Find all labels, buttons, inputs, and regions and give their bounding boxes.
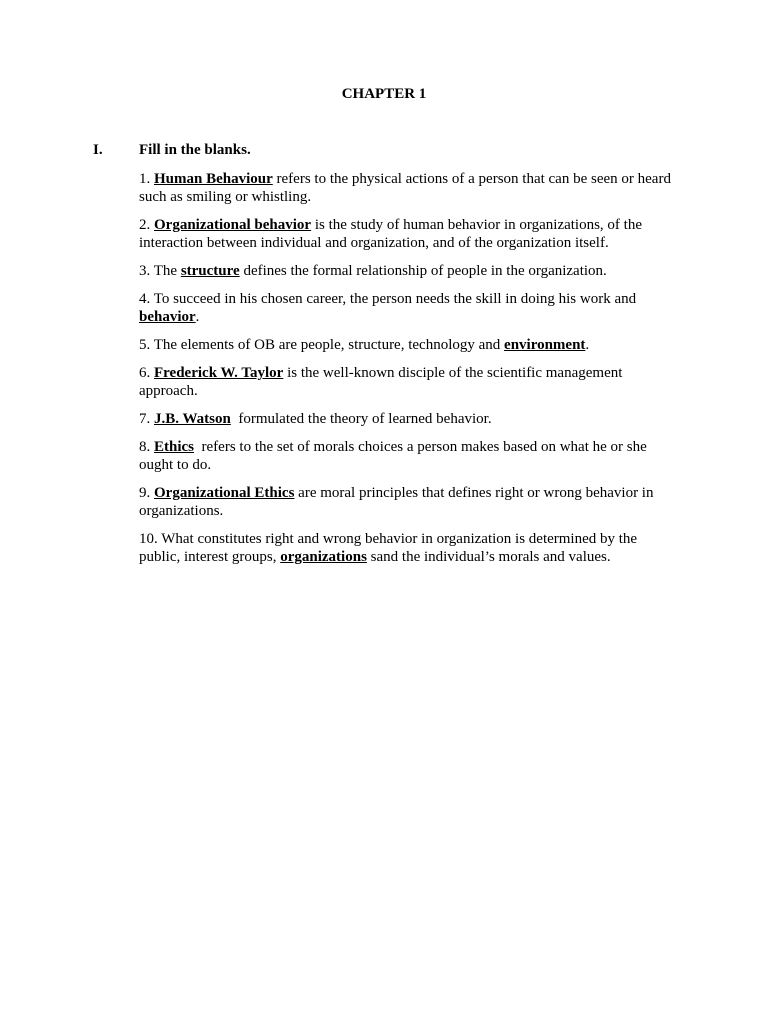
question-prefix: 2. bbox=[139, 217, 154, 233]
question-item bbox=[139, 170, 679, 206]
question-item bbox=[139, 216, 679, 252]
question-text: sand the individual’s morals and values. bbox=[366, 549, 611, 565]
section-heading: Fill in the blanks. bbox=[139, 142, 251, 158]
chapter-title: CHAPTER 1 bbox=[341, 86, 427, 102]
question-prefix: 8. bbox=[139, 439, 154, 455]
question-prefix: 1. bbox=[139, 171, 154, 187]
question-text: refers to the set of morals choices a person makes based on what he or she ought to do. bbox=[139, 439, 651, 473]
question-item bbox=[139, 484, 679, 520]
question-prefix: 5. The elements of OB are people, structure, technology and bbox=[139, 337, 505, 353]
question-item bbox=[139, 336, 679, 354]
question-text: . bbox=[585, 337, 590, 353]
question-text: are moral principles that defines right or wrong behavior in organizations. bbox=[139, 485, 654, 519]
answer-text: J.B. Watson bbox=[154, 411, 231, 427]
question-prefix: 7. bbox=[139, 411, 154, 427]
question-prefix: 10. What constitutes right and wrong behavior in organization is determined by the public, interest groups, bbox=[139, 531, 638, 565]
question-item bbox=[139, 410, 679, 428]
answer-text: Organizational behavior bbox=[154, 217, 312, 233]
question-prefix: 3. The bbox=[139, 263, 181, 279]
question-item bbox=[139, 530, 679, 566]
question-prefix: 4. To succeed in his chosen career, the person needs the skill in doing his work and bbox=[139, 291, 637, 307]
question-item bbox=[139, 438, 679, 474]
question-prefix: 9. bbox=[139, 485, 154, 501]
answer-text: environment bbox=[504, 337, 586, 353]
answer-text: Organizational Ethics bbox=[154, 485, 295, 501]
question-item bbox=[139, 262, 679, 280]
question-text: is the well-known disciple of the scientific management approach. bbox=[139, 365, 623, 399]
question-list bbox=[139, 170, 679, 576]
question-item bbox=[139, 290, 679, 326]
question-text: is the study of human behavior in organizations, of the interaction between individual and organization, and of the organization itself. bbox=[139, 217, 643, 251]
question-item bbox=[139, 364, 679, 400]
question-text: refers to the physical actions of a person that can be seen or heard such as smiling or whistling. bbox=[139, 171, 671, 205]
question-text: defines the formal relationship of people in the organization. bbox=[239, 263, 607, 279]
question-text: formulated the theory of learned behavior. bbox=[230, 411, 492, 427]
answer-text: Human Behaviour bbox=[154, 171, 273, 187]
answer-text: Frederick W. Taylor bbox=[154, 365, 284, 381]
question-prefix: 6. bbox=[139, 365, 154, 381]
question-text: . bbox=[195, 309, 200, 325]
answer-text: structure bbox=[180, 263, 240, 279]
answer-text: organizations bbox=[280, 549, 367, 565]
answer-text: Ethics bbox=[154, 439, 195, 455]
section-numeral: I. bbox=[93, 142, 103, 158]
answer-text: behavior bbox=[139, 309, 196, 325]
